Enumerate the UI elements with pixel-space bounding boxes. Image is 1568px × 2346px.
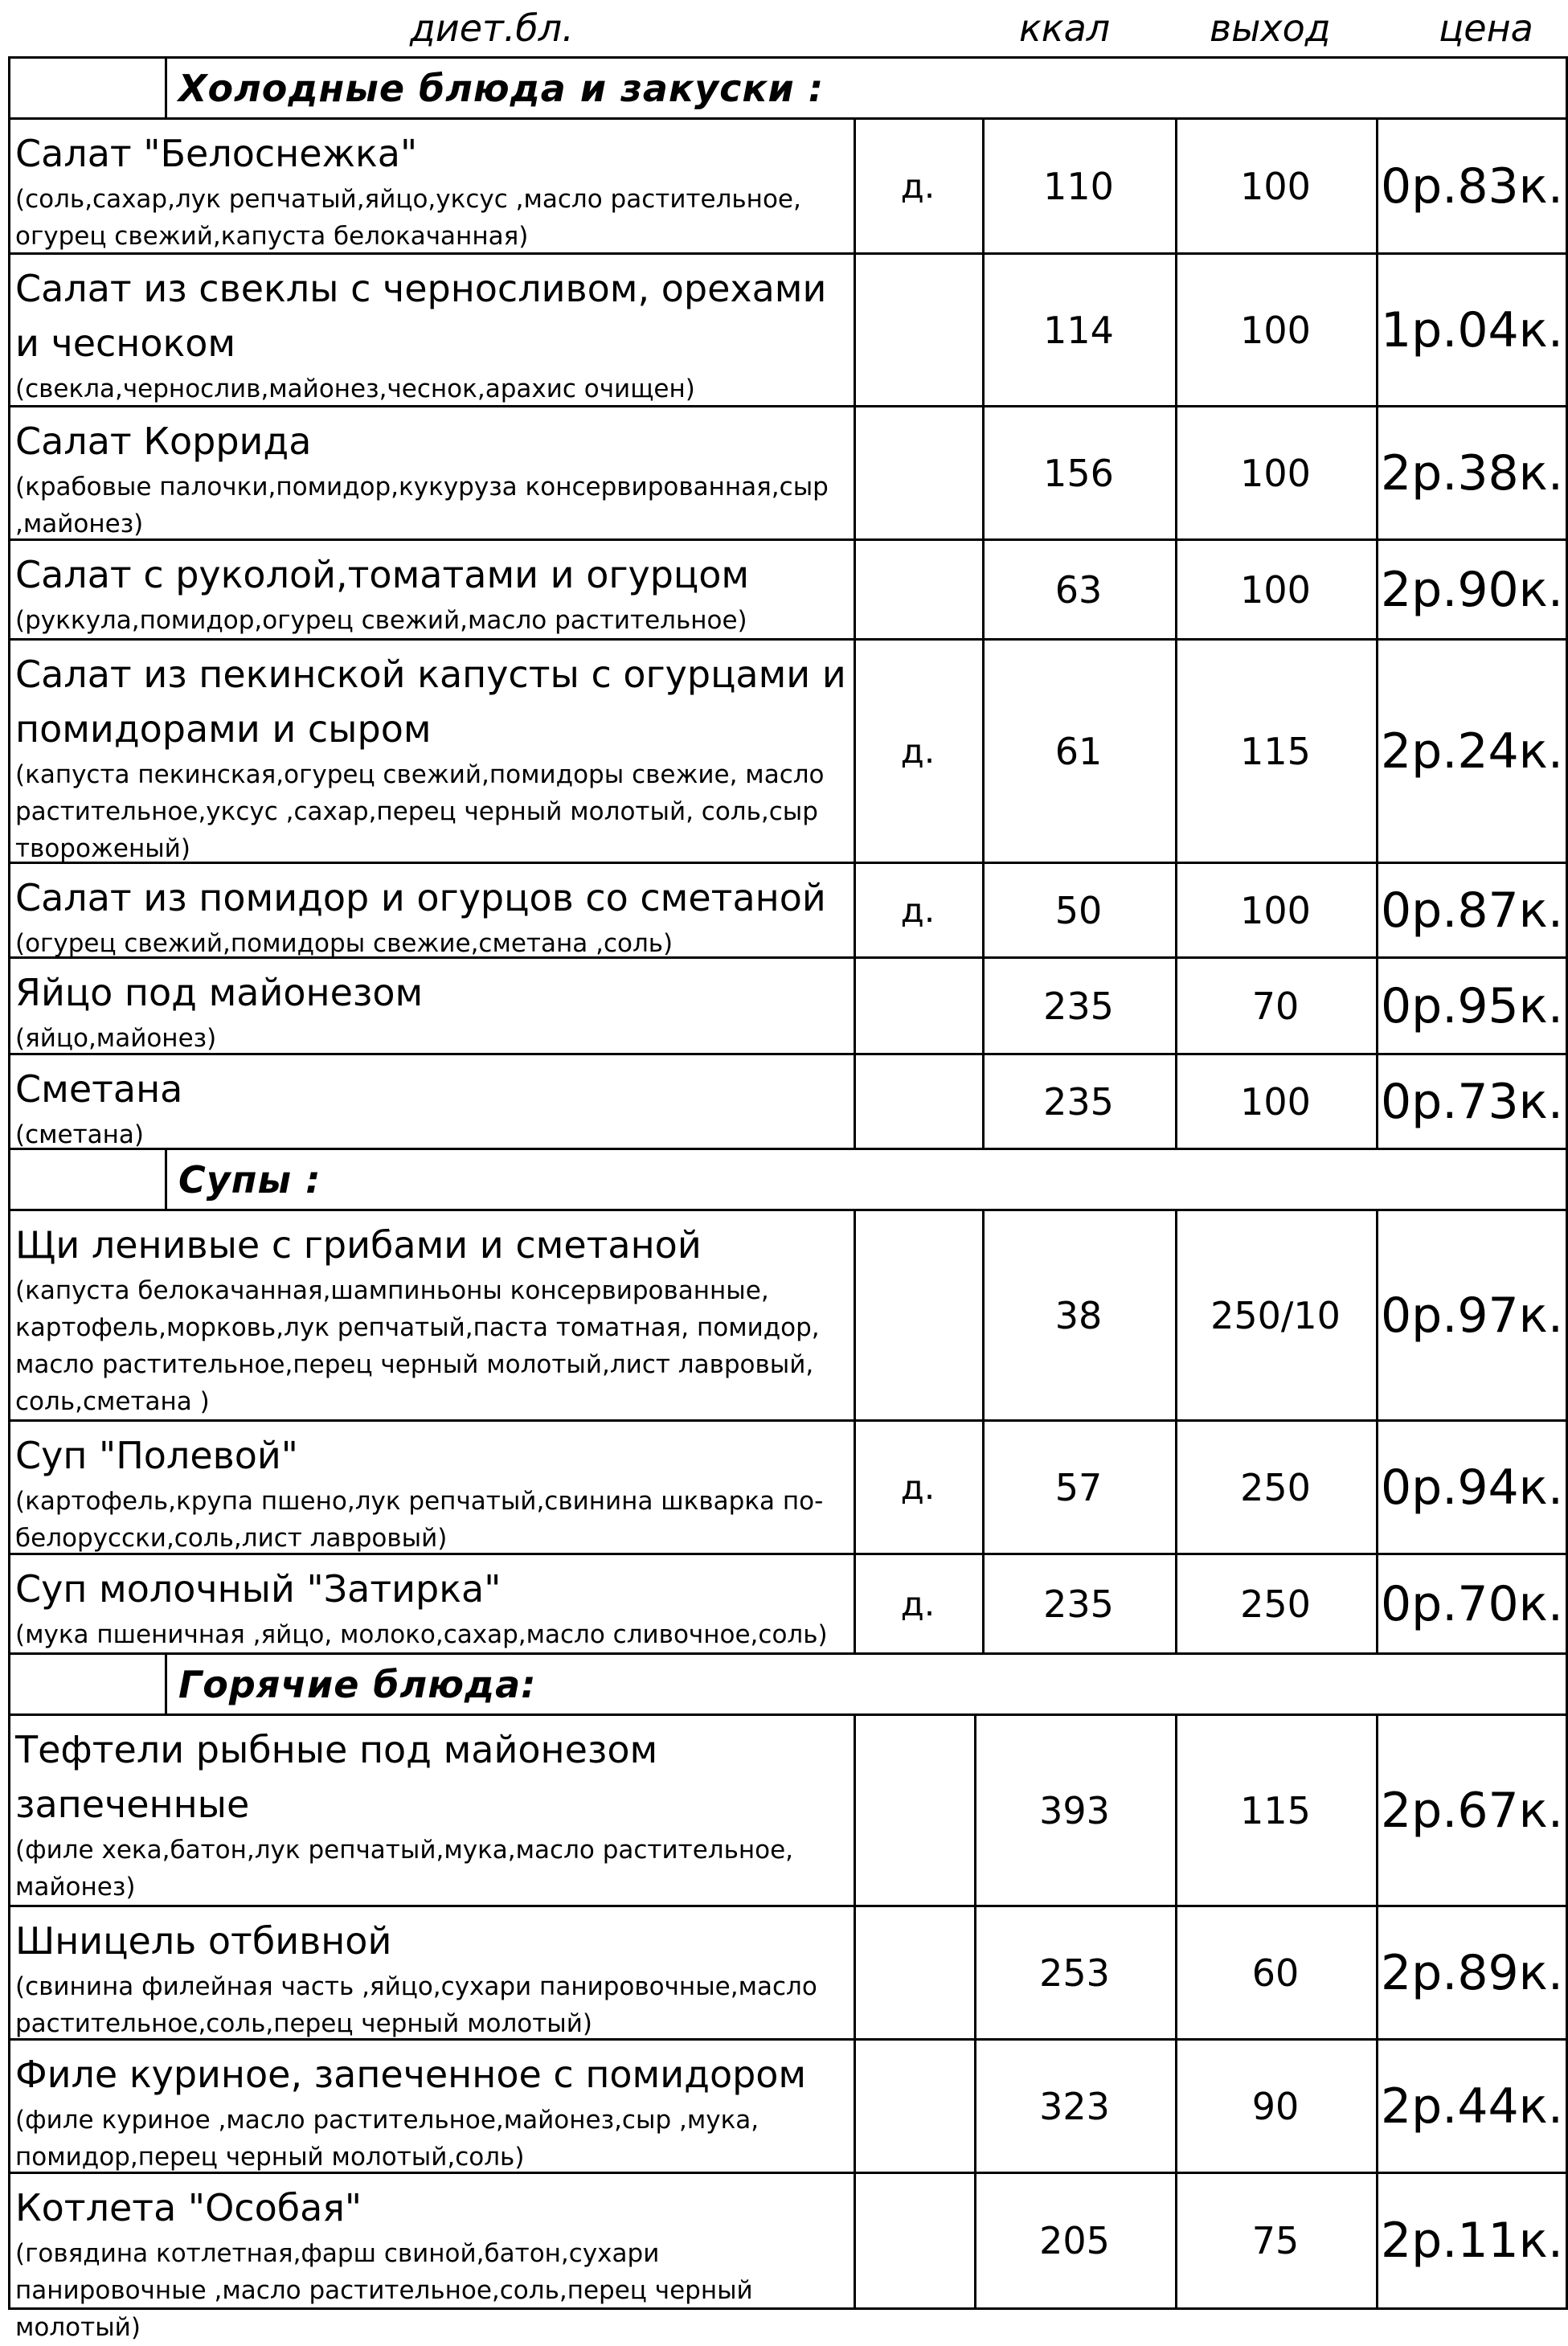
item-name-cell (10, 407, 854, 538)
kcal-value: 110 (1043, 164, 1114, 208)
diet-mark (854, 1211, 982, 1419)
menu-item-row (8, 862, 1568, 956)
dish-name: Салат "Белоснежка" (15, 132, 418, 175)
dish-ingredients: (свинина филейная часть ,яйцо,сухари панировочные,масло растительное,соль,перец черный молотый) (15, 1972, 817, 2038)
dish-name: Салат из пекинской капусты с огурцами и помидорами и сыром (15, 653, 846, 751)
diet-mark (854, 1716, 974, 1905)
dish-ingredients: (руккула,помидор,огурец свежий,масло растительное) (15, 606, 747, 635)
output-value: 75 (1251, 2219, 1300, 2262)
header-output: выход (1210, 6, 1331, 50)
output-value: 250 (1240, 1465, 1311, 1509)
section-row (8, 1148, 1568, 1209)
dish-name: Филе куриное, запеченное с помидором (15, 2053, 807, 2096)
item-name-cell (10, 864, 854, 956)
item-name-cell (10, 255, 854, 405)
item-name-cell (10, 541, 854, 638)
header-diet: диет.бл. (410, 6, 574, 50)
price-value: 0р.97к. (1381, 1287, 1563, 1344)
header-kcal: ккал (1019, 6, 1111, 50)
price-value: 0р.70к. (1381, 1575, 1563, 1632)
dish-name: Сметана (15, 1067, 183, 1111)
menu-item-row (8, 1209, 1568, 1419)
column-divider (165, 1655, 167, 1713)
dish-name: Суп молочный "Затирка" (15, 1567, 502, 1611)
kcal-value: 50 (1054, 888, 1103, 932)
output-value: 70 (1251, 984, 1300, 1028)
dish-name: Суп "Полевой" (15, 1434, 298, 1477)
dish-ingredients: (огурец свежий,помидоры свежие,сметана ,соль) (15, 929, 673, 958)
output-value: 100 (1240, 567, 1311, 612)
kcal-value: 393 (1039, 1788, 1110, 1832)
diet-mark (854, 541, 982, 638)
output-value: 100 (1240, 888, 1311, 932)
column-divider (165, 1150, 167, 1209)
menu-item-row (8, 2038, 1568, 2172)
dish-ingredients: (филе куриное ,масло растительное,майонез,сыр ,мука, помидор,перец черный молотый,соль) (15, 2106, 759, 2172)
item-name-cell (10, 1422, 854, 1553)
diet-mark (854, 2041, 974, 2172)
price-value: 2р.38к. (1381, 444, 1563, 502)
dish-name: Шницель отбивной (15, 1919, 392, 1963)
item-name-cell (10, 1716, 854, 1905)
kcal-value: 61 (1054, 729, 1103, 773)
dish-name: Салат с руколой,томатами и огурцом (15, 553, 750, 596)
item-name-cell (10, 1055, 854, 1148)
output-value: 100 (1240, 1079, 1311, 1124)
menu-item-row (8, 2172, 1568, 2342)
menu-item-row (8, 1419, 1568, 1553)
dish-name: Котлета "Особая" (15, 2186, 362, 2229)
diet-mark (854, 959, 982, 1053)
section-row (8, 56, 1568, 117)
menu-item-row (8, 117, 1568, 252)
dish-name: Салат из свеклы с черносливом, орехами и чесноком (15, 267, 827, 365)
dish-name: Щи ленивые с грибами и сметаной (15, 1223, 702, 1267)
output-value: 100 (1240, 308, 1311, 352)
price-value: 2р.89к. (1381, 1944, 1563, 2001)
kcal-value: 38 (1054, 1293, 1103, 1337)
output-value: 115 (1240, 1788, 1311, 1832)
kcal-value: 323 (1039, 2084, 1110, 2128)
kcal-value: 57 (1054, 1465, 1103, 1509)
menu-item-row (8, 638, 1568, 862)
kcal-value: 235 (1043, 1079, 1114, 1124)
dish-ingredients: (мука пшеничная ,яйцо, молоко,сахар,масло сливочное,соль) (15, 1620, 828, 1649)
kcal-value: 114 (1043, 308, 1114, 352)
kcal-value: 205 (1039, 2219, 1110, 2262)
price-value: 1р.04к. (1381, 301, 1563, 358)
menu-item-row (8, 405, 1568, 538)
price-value: 2р.44к. (1381, 2078, 1563, 2135)
menu-item-row (8, 1905, 1568, 2038)
dish-ingredients: (сметана) (15, 1120, 145, 1149)
diet-mark: д. (900, 731, 935, 771)
item-name-cell (10, 2174, 854, 2342)
output-value: 250 (1240, 1582, 1311, 1626)
price-value: 0р.73к. (1381, 1073, 1563, 1130)
price-value: 2р.90к. (1381, 561, 1563, 618)
price-value: 2р.24к. (1381, 723, 1563, 780)
dish-ingredients: (капуста белокачанная,шампиньоны консервированные, картофель,морковь,лук репчатый,паста томатная, помидор, масло растительное,перец черный молотый,лист лавровый, соль,сметана ) (15, 1276, 820, 1416)
dish-name: Яйцо под майонезом (15, 971, 424, 1014)
diet-mark (854, 1907, 974, 2038)
output-value: 90 (1251, 2084, 1300, 2128)
output-value: 100 (1240, 451, 1311, 495)
item-name-cell (10, 120, 854, 252)
kcal-value: 253 (1039, 1951, 1110, 1995)
price-value: 2р.67к. (1381, 1782, 1563, 1839)
section-title: Горячие блюда: (178, 1662, 537, 1706)
dish-ingredients: (картофель,крупа пшено,лук репчатый,свинина шкварка по-белорусски,соль,лист лавровый) (15, 1487, 824, 1553)
section-title: Холодные блюда и закуски : (178, 66, 825, 110)
diet-mark: д. (900, 166, 935, 206)
dish-name: Салат из помидор и огурцов со сметаной (15, 876, 826, 919)
item-name-cell (10, 1907, 854, 2038)
item-name-cell (10, 1555, 854, 1652)
dish-ingredients: (соль,сахар,лук репчатый,яйцо,уксус ,масло растительное, огурец свежий,капуста белокачанная) (15, 185, 801, 251)
price-value: 2р.11к. (1381, 2213, 1563, 2269)
output-value: 250/10 (1210, 1293, 1341, 1337)
output-value: 60 (1251, 1951, 1300, 1995)
menu-item-row (8, 1713, 1568, 1905)
dish-ingredients: (яйцо,майонез) (15, 1024, 217, 1053)
item-name-cell (10, 959, 854, 1053)
menu-item-row (8, 1553, 1568, 1652)
price-value: 0р.83к. (1381, 158, 1563, 215)
diet-mark (854, 255, 982, 405)
column-divider (8, 1655, 10, 1713)
item-name-cell (10, 2041, 854, 2172)
menu-item-row (8, 1053, 1568, 1148)
price-value: 0р.94к. (1381, 1459, 1563, 1516)
section-title: Супы : (178, 1157, 321, 1202)
menu-item-row (8, 956, 1568, 1053)
item-name-cell (10, 641, 854, 862)
column-divider (8, 1150, 10, 1209)
diet-mark (854, 2174, 974, 2307)
price-value: 0р.95к. (1381, 977, 1563, 1034)
diet-mark (854, 407, 982, 538)
item-name-cell (10, 1211, 854, 1419)
menu-item-row (8, 538, 1568, 638)
diet-mark (854, 1055, 982, 1148)
diet-mark: д. (900, 890, 935, 930)
section-row (8, 1652, 1568, 1713)
dish-name: Салат Коррида (15, 420, 312, 463)
kcal-value: 235 (1043, 1582, 1114, 1626)
kcal-value: 235 (1043, 984, 1114, 1028)
dish-ingredients: (свекла,чернослив,майонез,чеснок,арахис очищен) (15, 375, 695, 403)
output-value: 100 (1240, 164, 1311, 208)
dish-ingredients: (филе хека,батон,лук репчатый,мука,масло растительное, майонез) (15, 1836, 794, 1902)
menu-item-row (8, 252, 1568, 405)
column-divider (8, 59, 10, 117)
diet-mark: д. (900, 1584, 935, 1623)
price-value: 0р.87к. (1381, 882, 1563, 939)
kcal-value: 63 (1054, 567, 1103, 612)
column-divider (165, 59, 167, 117)
dish-ingredients: (говядина котлетная,фарш свиной,батон,сухари панировочные ,масло растительное,соль,перец черный молотый) (15, 2239, 753, 2342)
kcal-value: 156 (1043, 451, 1114, 495)
header-price: цена (1439, 6, 1533, 50)
dish-name: Тефтели рыбные под майонезом запеченные (15, 1728, 658, 1826)
dish-ingredients: (крабовые палочки,помидор,кукуруза консервированная,сыр ,майонез) (15, 473, 829, 538)
output-value: 115 (1240, 729, 1311, 773)
dish-ingredients: (капуста пекинская,огурец свежий,помидоры свежие, масло растительное,уксус ,сахар,перец черный молотый, соль,сыр твороженый) (15, 760, 825, 863)
diet-mark: д. (900, 1468, 935, 1507)
